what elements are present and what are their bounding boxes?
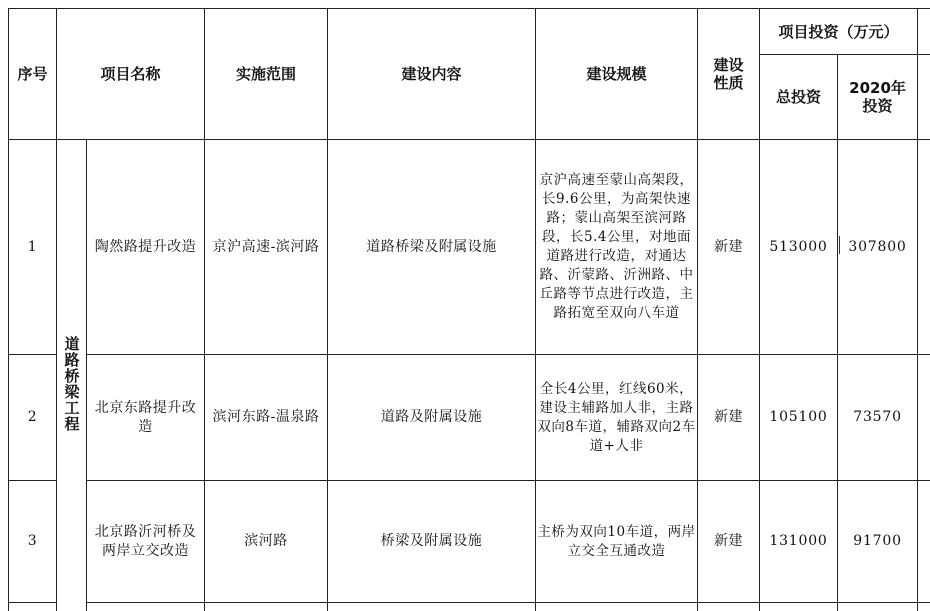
row-total-investment: 131000 [760, 481, 838, 603]
header-row-top [9, 9, 930, 55]
row-project-name: 北京东路提升改造 [87, 355, 205, 481]
table-row [9, 355, 930, 481]
row-overflow-cell [918, 140, 930, 355]
row-scale [536, 603, 698, 611]
row-seq: 3 [9, 481, 57, 603]
row-scope [205, 603, 328, 611]
row-project-name [87, 603, 205, 611]
header-seq: 序号 [9, 9, 57, 140]
header-content: 建设内容 [328, 9, 536, 140]
row-2020-investment: 307800 [838, 140, 918, 355]
row-scale: 京沪高速至蒙山高架段，长9.6公里，为高架快速路；蒙山高架至滨河路段，长5.4公里，对地面道路进行改造，对通达路、沂蒙路、沂洲路、中丘路等节点进行改造，主路拓宽至双向八车道 [536, 140, 698, 355]
row-scale: 全长4公里，红线60米，建设主辅路加人非，主路双向8车道，辅路双向2车道+人非 [536, 355, 698, 481]
row-nature: 新建 [698, 355, 760, 481]
row-overflow-cell [918, 355, 930, 481]
row-seq: 1 [9, 140, 57, 355]
row-scope: 京沪高速-滨河路 [205, 140, 328, 355]
row-scale: 主桥为双向10车道，两岸立交全互通改造 [536, 481, 698, 603]
row-nature: 新建 [698, 140, 760, 355]
row-scope: 滨河东路-温泉路 [205, 355, 328, 481]
header-2020-line2: 投资 [862, 97, 893, 115]
header-nature-line1: 建设 [713, 56, 744, 74]
row-overflow-cell [918, 481, 930, 603]
table-row-partial [9, 603, 930, 611]
category-label: 道路桥梁工程 [62, 336, 81, 432]
row-content: 道路及附属设施 [328, 355, 536, 481]
header-overflow-cell-2 [918, 55, 930, 140]
table-row [9, 481, 930, 603]
row-total-investment [760, 603, 838, 611]
row-overflow-cell [918, 603, 930, 611]
row-project-name: 陶然路提升改造 [87, 140, 205, 355]
header-2020-line1: 2020年 [849, 79, 906, 97]
header-scope: 实施范围 [205, 9, 328, 140]
table-row [9, 140, 930, 355]
row-content: 桥梁及附属设施 [328, 481, 536, 603]
row-2020-investment: 91700 [838, 481, 918, 603]
row-nature [698, 603, 760, 611]
row-seq [9, 603, 57, 611]
header-project-name: 项目名称 [57, 9, 205, 140]
cursor-mark [839, 236, 840, 254]
row-seq: 2 [9, 355, 57, 481]
header-investment-group: 项目投资（万元） [760, 9, 918, 55]
header-overflow-cell [918, 9, 930, 55]
row-scope: 滨河路 [205, 481, 328, 603]
header-nature [698, 9, 760, 140]
category-cell [57, 140, 87, 611]
row-2020-investment [838, 603, 918, 611]
row-nature: 新建 [698, 481, 760, 603]
row-2020-investment: 73570 [838, 355, 918, 481]
row-content [328, 603, 536, 611]
row-total-investment: 105100 [760, 355, 838, 481]
header-scale: 建设规模 [536, 9, 698, 140]
header-2020-investment [838, 55, 918, 140]
row-content: 道路桥梁及附属设施 [328, 140, 536, 355]
header-total-investment: 总投资 [760, 55, 838, 140]
row-project-name: 北京路沂河桥及两岸立交改造 [87, 481, 205, 603]
row-total-investment: 513000 [760, 140, 838, 355]
header-nature-line2: 性质 [713, 74, 744, 92]
project-table [8, 8, 930, 611]
